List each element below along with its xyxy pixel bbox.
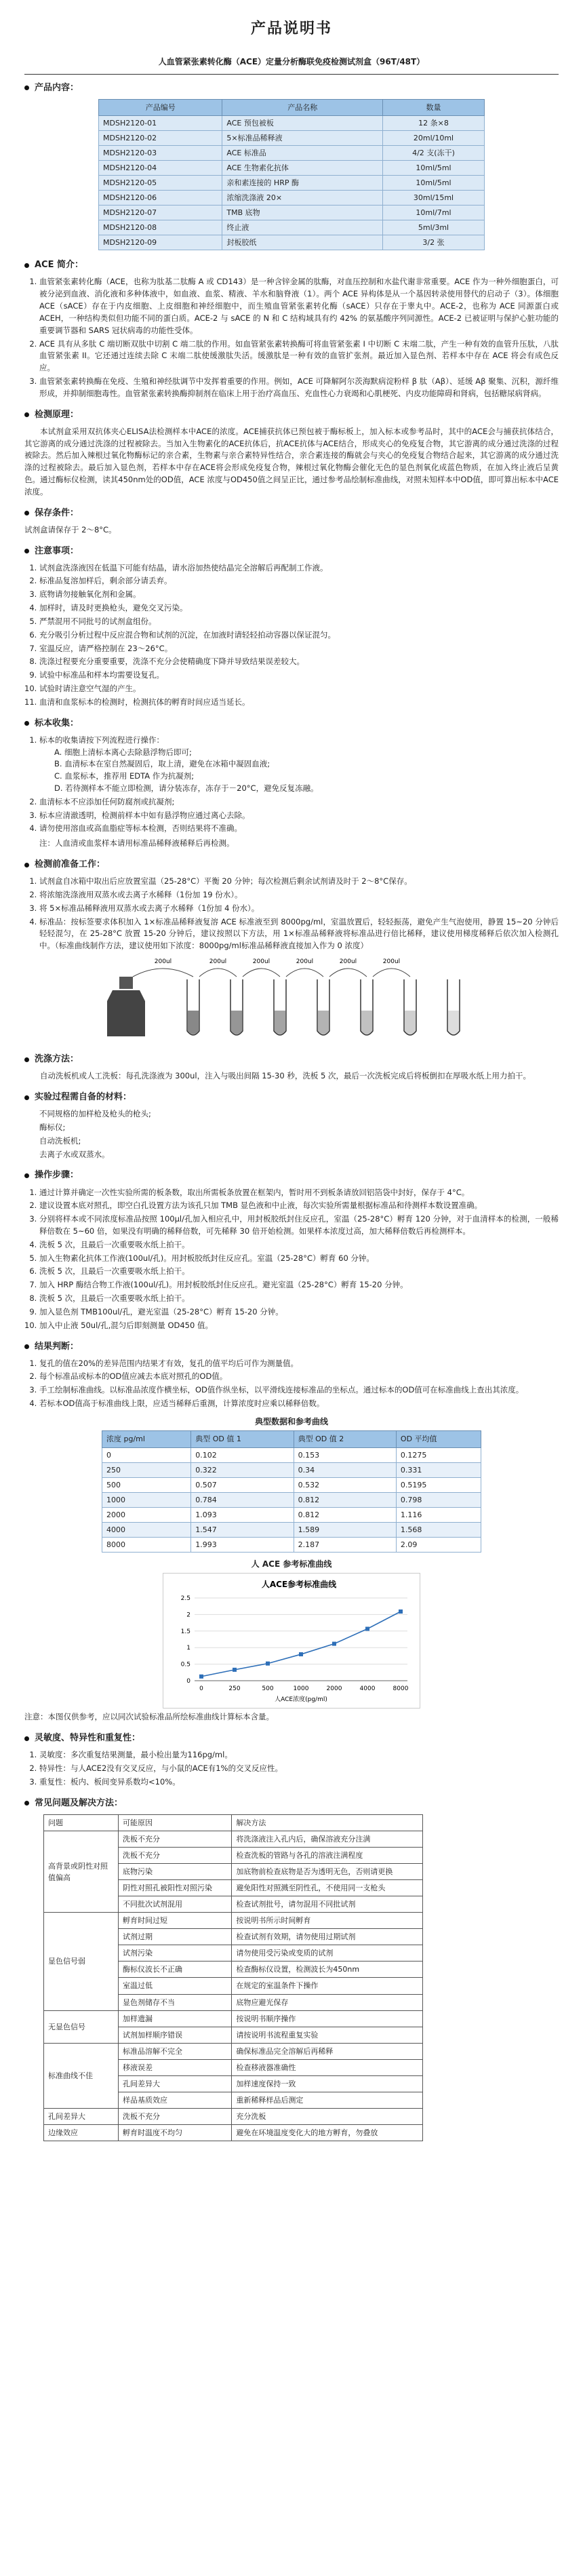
table-cell: 0.34: [294, 1462, 396, 1477]
table-header-cell: 浓度 pg/ml: [102, 1431, 191, 1447]
list-item: 3. 底物请勿接触氧化剂和金属。: [39, 589, 559, 601]
list-item: 7. 室温反应，请严格控制在 23～26°C。: [39, 643, 559, 655]
section-wash: [24, 1053, 559, 1082]
table-cell: MDSH2120-08: [99, 220, 222, 235]
table-cell: 封板胶纸: [222, 235, 383, 250]
bullet-icon: [24, 1736, 29, 1741]
data-point: [233, 1668, 237, 1672]
table-cell: 加样遗漏: [119, 2010, 232, 2027]
bullet-icon: [24, 85, 29, 90]
table-row: [99, 235, 485, 250]
list-item: 1. 通过计算并确定一次性实验所需的板条数，取出所需板条放置在框架内，暂时用不到板条请放回铝箔袋中封好，保存于 4°C。: [39, 1187, 559, 1199]
table-cell: 请勿使用受污染或变质的试剂: [232, 1945, 423, 1962]
table-cell: 0.798: [396, 1492, 481, 1507]
transfer-volume-label: 200ul: [296, 958, 314, 966]
table-cell: ACE 预包被板: [222, 115, 383, 130]
bullet-icon: [24, 863, 29, 867]
standard-curve-chart: [163, 1573, 420, 1709]
table-row: [102, 1522, 481, 1537]
table-cell: 0.322: [191, 1462, 294, 1477]
y-tick-label: 1: [186, 1645, 190, 1652]
tube-liquid: [318, 1011, 329, 1034]
table-cell: 5ml/3ml: [382, 220, 484, 235]
table-cell: 4/2 支(冻干): [382, 145, 484, 160]
table-row: [99, 115, 485, 130]
table-cell: 孵育时温度不均匀: [119, 2124, 232, 2141]
list-item: 1. 复孔的值在20%的差异范围内结果才有效，复孔的值平均后可作为测量值。: [39, 1358, 559, 1370]
table-cell: 阴性对照孔被阳性对照污染: [119, 1880, 232, 1896]
bullet-icon: [24, 1173, 29, 1178]
table-cell: 在规定的室温条件下操作: [232, 1978, 423, 1994]
steps-list: [24, 1187, 559, 1332]
table-cell: 1.589: [294, 1522, 396, 1537]
table-row: [44, 2043, 423, 2059]
table-cell: 3/2 张: [382, 235, 484, 250]
equip-item: 去离子水或双蒸水。: [39, 1149, 110, 1159]
table-header-cell: 产品名称: [222, 99, 383, 115]
list-item: 1. 试剂盒洗涤液因在低温下可能有结晶，请水浴加热使结晶完全溶解后再配制工作液。: [39, 562, 559, 574]
section-principle: [24, 408, 559, 499]
table-row: [99, 220, 485, 235]
table-cell: 0.1275: [396, 1447, 481, 1462]
table-cell: 1.093: [191, 1507, 294, 1522]
list-item: 2. 特异性：与人ACE2没有交叉反应，与小鼠的ACE有1%的交叉反应性。: [39, 1763, 559, 1775]
table-cell: MDSH2120-09: [99, 235, 222, 250]
table-cell: 终止液: [222, 220, 383, 235]
list-item: 8. 洗板 5 次，且最后一次重要吸水纸上拍干。: [39, 1293, 559, 1305]
table-cell: 1.993: [191, 1537, 294, 1552]
transfer-arrow: [286, 969, 323, 977]
dilution-svg: [24, 956, 559, 1045]
x-tick-label: 500: [262, 1685, 274, 1693]
table-cell: 试剂过期: [119, 1929, 232, 1945]
x-tick-label: 4000: [359, 1685, 376, 1693]
table-cell: 试剂污染: [119, 1945, 232, 1962]
table-cell: 洗板不充分: [119, 1848, 232, 1864]
transfer-arrow: [373, 969, 410, 977]
chart-note: 注意：本图仅供参考，应以同次试验标准品所绘标准曲线计算标本含量。: [24, 1712, 274, 1722]
list-item: 11. 血清和血浆标本的检测时，检测抗体的孵育时间应适当延长。: [39, 697, 559, 709]
table-row: [102, 1462, 481, 1477]
table-cell: MDSH2120-03: [99, 145, 222, 160]
tube-liquid: [188, 1011, 199, 1034]
bullet-icon: [24, 1095, 29, 1100]
table-row: [99, 145, 485, 160]
section-heading: 检测前准备工作：: [35, 859, 106, 870]
table-cell: 不同批次试剂混用: [119, 1896, 232, 1913]
transfer-arrow: [133, 969, 193, 977]
equip-item: 酶标仪;: [39, 1122, 66, 1132]
section-intro: [24, 258, 559, 399]
principle-text: 本试剂盒采用双抗体夹心ELISA法检测样本中ACE的浓度。ACE捕获抗体已预包被于酶标板上，加入标本或参考品时，其中的ACE会与捕获抗体结合，其它游离的成分通过洗涤的过程被除去。当加入生物素化的ACE抗体后，抗ACE抗体与ACE结合，形成夹心的免疫复合物，其它游离的成分通过洗涤的过程被除去。然后加入辣根过氧化物酶标记的亲合素，生物素与亲合素特异性结合，亲合素连接的酶就会与夹心的免疫复合物结合起来，其它游离的成分通过洗涤的过程被除去。最后加入显色剂，若样本中存在ACE将会形成免疫复合物，辣根过氧化物酶会催化无色的显色剂氧化成蓝色物质，在加入终止液后呈黄色。通过酶标仪检测，读其450nm处的OD值，ACE 浓度与OD450值之间呈正比，通过参考品绘制标准曲线，对照未知样本中OD值，即可算出标本中ACE浓度。: [24, 426, 559, 496]
list-item: 4. 标准品：按标签要求体积加入 1×标准品稀释液复溶 ACE 标准液至到 8000pg/ml，室温放置后，轻轻振荡，避免产生气泡使用，静置 15~20 分钟后轻轻混匀，在 25-28°C 放置 15-20 分钟后，建议按照以下方法，用 1×标准品稀释液将标准品进行倍比稀释，建议使用梯度稀释后依次加入检测孔中。（标准曲线制作方法，建议使用如下浓度：8000pg/ml标准品稀释液直接加入作为 0 浓度）: [39, 916, 559, 952]
table-header-cell: OD 平均值: [396, 1431, 481, 1447]
data-point: [299, 1653, 303, 1657]
table-cell: 洗板不充分: [119, 1831, 232, 1848]
bullet-icon: [24, 1057, 29, 1062]
list-item: 3. 将 5×标准品稀释液用双蒸水或去离子水稀释（1份加 4 份水）。: [39, 903, 559, 915]
table-cell: 30ml/15ml: [382, 191, 484, 206]
list-item: 2. 每个标准品或标本的OD值应减去本底对照孔的OD值。: [39, 1371, 559, 1383]
section-results: [24, 1340, 559, 1724]
table-cell: 底物应避光保存: [232, 1994, 423, 2010]
list-item: 4. 加样时，请及时更换枪头，避免交叉污染。: [39, 602, 559, 614]
table-cell: 将洗涤液注入孔内后，确保溶液充分注满: [232, 1831, 423, 1848]
list-item: 1. 试剂盒自冰箱中取出后应放置室温（25-28°C）平衡 20 分钟；每次检测后剩余试剂请及时于 2～8°C保存。: [39, 876, 559, 888]
list-item: 4. 洗板 5 次，且最后一次重要吸水纸上拍干。: [39, 1239, 559, 1251]
table-cell: 孔间差异大: [44, 2108, 119, 2124]
series-line: [201, 1612, 401, 1677]
table-cell: 0.102: [191, 1447, 294, 1462]
tube-liquid: [275, 1011, 285, 1034]
list-item: 1. 灵敏度：多次重复结果测量，最小检出量为116pg/ml。: [39, 1749, 559, 1761]
table-header-cell: 问题: [44, 1814, 119, 1831]
transfer-volume-label: 200ul: [209, 958, 227, 966]
table-cell: ACE 生物素化抗体: [222, 161, 383, 176]
storage-text: 试剂盒请保存于 2～8°C。: [24, 524, 117, 534]
typical-data-table: [102, 1430, 481, 1552]
list-item: [39, 735, 559, 795]
table-cell: 请按说明书流程重复实验: [232, 2027, 423, 2043]
y-tick-label: 2.5: [180, 1595, 190, 1603]
section-prep: [24, 858, 559, 1045]
table-cell: ACE 标准品: [222, 145, 383, 160]
table-cell: 2.09: [396, 1537, 481, 1552]
table-row: [102, 1492, 481, 1507]
list-item: 9. 试验中标准品和样本均需要设复孔。: [39, 669, 559, 682]
table-cell: 移液误差: [119, 2059, 232, 2075]
section-components: [24, 81, 559, 251]
table-header-cell: 数量: [382, 99, 484, 115]
sample-subitem: D. 若待测样本不能立即检测，请分装冻存，冻存于－20°C，避免反复冻融。: [54, 783, 319, 793]
bullet-icon: [24, 721, 29, 726]
table-cell: 0.812: [294, 1507, 396, 1522]
data-table-caption: 典型数据和参考曲线: [254, 1416, 328, 1426]
section-heading: 产品内容：: [35, 82, 79, 93]
equip-intro: 不同规格的加样枪及枪头的枪头;: [39, 1109, 151, 1119]
equip-item: 自动洗板机;: [39, 1135, 81, 1146]
list-item: 4. 请勿使用溶血或高血脂症等标本检测，否则结果将不准确。: [39, 823, 559, 835]
section-heading: 保存条件：: [35, 507, 79, 518]
table-header-cell: 可能原因: [119, 1814, 232, 1831]
table-row: [44, 2010, 423, 2027]
notes-list: [24, 562, 559, 709]
section-heading: 结果判断：: [35, 1341, 79, 1352]
bullet-icon: [24, 549, 29, 553]
y-tick-label: 0: [186, 1678, 190, 1685]
table-cell: 检查试剂批号，请勿混用不同批试剂: [232, 1896, 423, 1913]
table-row: [102, 1507, 481, 1522]
results-list: [24, 1358, 559, 1410]
section-heading: 操作步骤：: [35, 1170, 79, 1181]
table-cell: 0.507: [191, 1477, 294, 1492]
section-heading: 实验过程需自备的材料：: [35, 1092, 132, 1103]
list-item: 2. 标准品复溶加样后，剩余部分请丢弃。: [39, 575, 559, 587]
table-row: [102, 1447, 481, 1462]
table-row: [99, 206, 485, 220]
section-heading: 注意事项：: [35, 545, 79, 556]
list-item: 2. 血清标本不应添加任何防腐剂或抗凝剂;: [39, 796, 559, 808]
table-cell: 无显色信号: [44, 2010, 119, 2043]
table-cell: 8000: [102, 1537, 191, 1552]
table-header-cell: 典型 OD 值 1: [191, 1431, 294, 1447]
table-cell: 高背景或阴性对照值偏高: [44, 1831, 119, 1913]
section-heading: 灵敏度、特异性和重复性：: [35, 1733, 141, 1744]
transfer-arrow: [243, 969, 280, 977]
section-heading: 检测原理：: [35, 409, 79, 420]
table-cell: 样品基质效应: [119, 2092, 232, 2108]
table-cell: 边缘效应: [44, 2124, 119, 2141]
table-cell: 5×标准品稀释液: [222, 130, 383, 145]
transfer-volume-label: 200ul: [339, 958, 357, 966]
list-item: 3. 标本应清澈透明，检测前样本中如有悬浮物应通过离心去除。: [39, 810, 559, 822]
list-item: 2. 建议设置本底对照孔，即空白孔设置方法为该孔只加 TMB 显色液和中止液，每次实验所需量根据标准品和待测样本数设置准确。: [39, 1200, 559, 1212]
table-cell: 500: [102, 1477, 191, 1492]
table-cell: 检查移液器准确性: [232, 2059, 423, 2075]
sample-list: [24, 735, 559, 836]
table-cell: 浓缩洗涤液 20×: [222, 191, 383, 206]
table-cell: 0.153: [294, 1447, 396, 1462]
bullet-icon: [24, 511, 29, 515]
chart-caption: 人 ACE 参考标准曲线: [251, 1559, 332, 1569]
bullet-icon: [24, 1801, 29, 1806]
doc-title: 产品说明书: [250, 20, 332, 37]
chart-svg: [163, 1574, 420, 1708]
bottle-icon: [107, 977, 145, 1036]
components-table: [98, 99, 485, 250]
table-cell: 重新稀释样品后测定: [232, 2092, 423, 2108]
section-sample: [24, 717, 559, 850]
bullet-icon: [24, 263, 29, 268]
list-item: 3. 重复性：板内、板间变异系数均<10%。: [39, 1776, 559, 1789]
table-header-cell: 产品编号: [99, 99, 222, 115]
table-cell: 避免阳性对照溅至阴性孔，不使用同一支枪头: [232, 1880, 423, 1896]
perf-list: [24, 1749, 559, 1788]
section-steps: [24, 1169, 559, 1331]
table-cell: 1.568: [396, 1522, 481, 1537]
tube-liquid: [405, 1011, 416, 1034]
tube-liquid: [448, 1011, 459, 1034]
list-item: 1. 血管紧张素转化酶（ACE，也称为肽基二肽酶 A 或 CD143）是一种含锌金属的肽酶，对血压控制和水盐代谢非常重要。ACE 作为一种外细胞蛋白，可被分泌到血液、消化液和多种体液中，如血液、血浆、精液、羊水和脑脊液（1）。两个 ACE 异构体是从一个基因转录使用替代的启动子（3）。体细胞 ACE（sACE）存在于内皮细胞、上皮细胞和神经细胞中，而生殖血管紧张素转化酶（sACE）只存在于睾丸中。ACE-2，也称为 ACE 同源蛋白或 ACEH，一种结构类似但功能不同的蛋白质。ACE-2 与 sACE 的 N 和 C 结构域具有约 42% 的氨基酸序列同源性。ACE-2 已被证明与保护心脏功能的重要调节器和 SARS 冠状病毒的功能性受体。: [39, 276, 559, 336]
table-cell: MDSH2120-07: [99, 206, 222, 220]
list-item: 8. 洗涤过程要充分重要重要，洗涤不充分会使精确度下降并导致结果误差较大。: [39, 656, 559, 668]
data-point: [266, 1662, 270, 1666]
divider: [24, 74, 559, 75]
table-cell: 充分洗板: [232, 2108, 423, 2124]
list-item: 3. 手工绘制标准曲线。以标准品浓度作横坐标，OD值作纵坐标，以平滑线连接标准品的坐标点。通过标本的OD值可在标准曲线上查出其浓度。: [39, 1384, 559, 1397]
table-cell: 2.187: [294, 1537, 396, 1552]
sample-subitem: C. 血浆标本，推荐用 EDTA 作为抗凝剂;: [54, 771, 195, 781]
table-cell: 250: [102, 1462, 191, 1477]
x-tick-label: 1000: [293, 1685, 309, 1693]
section-faq: [24, 1797, 559, 2141]
sample-note: 注：人血清或血浆样本请用标准品稀释液稀释后再检测。: [39, 838, 235, 848]
x-tick-label: 8000: [393, 1685, 409, 1693]
list-item: 6. 充分吸引分析过程中反应混合物和试剂的沉淀，在加液时请轻轻拍动容器以保证混匀。: [39, 629, 559, 642]
intro-list: [24, 276, 559, 399]
list-item: 5. 加入生物素化抗体工作液(100ul/孔)。用封板胶纸封住反应孔。室温（25-28°C）孵育 60 分钟。: [39, 1253, 559, 1265]
list-item: 4. 若标本OD值高于标准曲线上限，应适当稀释后重测，计算浓度时应乘以稀释倍数。: [39, 1398, 559, 1410]
table-cell: 0.784: [191, 1492, 294, 1507]
table-cell: MDSH2120-05: [99, 176, 222, 191]
table-cell: 加样速度保持一致: [232, 2075, 423, 2092]
table-cell: 亲和素连接的 HRP 酶: [222, 176, 383, 191]
table-row: [102, 1477, 481, 1492]
table-cell: 按说明书顺序操作: [232, 2010, 423, 2027]
section-storage: [24, 507, 559, 536]
table-cell: MDSH2120-02: [99, 130, 222, 145]
table-cell: MDSH2120-01: [99, 115, 222, 130]
section-heading: ACE 简介：: [35, 260, 84, 271]
table-cell: 1.116: [396, 1507, 481, 1522]
table-cell: 1000: [102, 1492, 191, 1507]
table-cell: 0.812: [294, 1492, 396, 1507]
table-cell: 标准曲线不佳: [44, 2043, 119, 2108]
table-row: [102, 1537, 481, 1552]
transfer-arrow: [199, 969, 237, 977]
data-point: [365, 1627, 369, 1631]
table-cell: 检查洗板的管路与各孔的溶液注满程度: [232, 1848, 423, 1864]
table-cell: 孵育时间过短: [119, 1913, 232, 1929]
table-cell: 加底物前检查底物是否为透明无色，否则请更换: [232, 1864, 423, 1880]
table-row: [99, 161, 485, 176]
table-header-cell: 典型 OD 值 2: [294, 1431, 396, 1447]
bullet-icon: [24, 412, 29, 417]
table-cell: 10ml/5ml: [382, 176, 484, 191]
list-item: 10. 试验时请注意空气湿的产生。: [39, 683, 559, 695]
list-item: 9. 加入显色剂 TMB100ul/孔，避光室温（25-28°C）孵育 15-20 分钟。: [39, 1306, 559, 1319]
sample-subitem: A. 细胞上清标本离心去除悬浮物后即可;: [54, 747, 192, 757]
table-cell: 确保标准品完全溶解后再稀释: [232, 2043, 423, 2059]
section-equipment: [24, 1091, 559, 1160]
table-cell: 12 条×8: [382, 115, 484, 130]
transfer-volume-label: 200ul: [252, 958, 270, 966]
table-row: [99, 191, 485, 206]
table-cell: 底物污染: [119, 1864, 232, 1880]
doc-subtitle: 人血管紧张素转化酶（ACE）定量分析酶联免疫检测试剂盒（96T/48T）: [158, 57, 425, 67]
tube-liquid: [361, 1011, 372, 1034]
table-cell: 酶标仪波长不正确: [119, 1962, 232, 1978]
table-cell: 10ml/5ml: [382, 161, 484, 176]
dilution-diagram: [24, 956, 559, 1045]
table-cell: 0.5195: [396, 1477, 481, 1492]
table-row: [44, 1913, 423, 1929]
table-cell: 检查试剂有效期，请勿使用过期试剂: [232, 1929, 423, 1945]
table-row: [99, 176, 485, 191]
section-heading: 标本收集：: [35, 718, 79, 728]
table-cell: 试剂加样顺序错误: [119, 2027, 232, 2043]
table-cell: 2000: [102, 1507, 191, 1522]
list-item: 2. 将浓缩洗涤液用双蒸水或去离子水稀释（1份加 19 份水）。: [39, 889, 559, 901]
data-point: [199, 1675, 203, 1679]
table-cell: 按说明书所示时间孵育: [232, 1913, 423, 1929]
table-header-cell: 解决方法: [232, 1814, 423, 1831]
sample-intro: 标本的收集请按下列流程进行操作：: [39, 735, 164, 745]
data-point: [332, 1642, 336, 1646]
list-item: 6. 洗板 5 次，且最后一次重要吸水纸上拍干。: [39, 1266, 559, 1278]
section-notes: [24, 545, 559, 709]
table-cell: 显色剂储存不当: [119, 1994, 232, 2010]
chart-title: 人ACE参考标准曲线: [261, 1580, 337, 1590]
list-item: 5. 严禁混用不同批号的试剂盒组份。: [39, 616, 559, 628]
table-cell: 避免在环境温度变化大的地方孵育，勿叠放: [232, 2124, 423, 2141]
y-tick-label: 1.5: [180, 1628, 190, 1636]
table-cell: 室温过低: [119, 1978, 232, 1994]
table-cell: 1.547: [191, 1522, 294, 1537]
x-axis-label: 人ACE浓度(pg/ml): [275, 1696, 327, 1704]
list-item: 3. 血管紧张素转换酶在免疫、生殖和神经肽调节中发挥着重要的作用。例如，ACE 可降解阿尔茨海默病淀粉样 β 肽（Aβ）、延缓 Aβ 聚集、沉积，源纤维形成，并抑制细胞毒性。血管紧张素转换酶抑制剂在临床上用于治疗高血压、充血性心力衰竭和心肌梗死、内皮功能障碍和肾病，包括糖尿病肾病。: [39, 376, 559, 400]
wash-text: 自动洗板机或人工洗板：每孔洗涤液为 300ul，注入与吸出间隔 15-30 秒，洗板 5 次，最后一次洗板完成后将板倒扣在厚吸水纸上用力拍干。: [40, 1071, 531, 1081]
prep-list: [24, 876, 559, 952]
table-row: [44, 2124, 423, 2141]
table-cell: TMB 底物: [222, 206, 383, 220]
table-cell: 10ml/7ml: [382, 206, 484, 220]
table-cell: 检查酶标仪设置，检测波长为450nm: [232, 1962, 423, 1978]
data-point: [399, 1609, 403, 1614]
section-performance: [24, 1732, 559, 1789]
list-item: 2. ACE 具有从多肽 C 端切断双肽中切割 C 端二肽的作用。如血管紧张素转换酶可将血管紧张素 I 中切断 C 末端二肽，产生一种有效的血管升压肽，八肽血管紧张素 II。它还通过连续去除 C 末端二肽使缓激肽失活。缓激肽是一种有效的血管扩张剂。最近加入显色剂、若样本中存在 ACE 将会有成色反应。: [39, 338, 559, 374]
transfer-volume-label: 200ul: [154, 958, 172, 966]
table-cell: MDSH2120-06: [99, 191, 222, 206]
x-tick-label: 250: [228, 1685, 241, 1693]
list-item: 10. 加入中止液 50ul/孔,混匀后即刻测量 OD450 值。: [39, 1320, 559, 1332]
transfer-arrow: [329, 969, 367, 977]
table-row: [44, 1831, 423, 1848]
table-cell: 0.331: [396, 1462, 481, 1477]
y-tick-label: 2: [186, 1612, 190, 1619]
table-cell: 标准品溶解不完全: [119, 2043, 232, 2059]
x-tick-label: 0: [199, 1685, 203, 1693]
transfer-volume-label: 200ul: [382, 958, 401, 966]
section-heading: 常见问题及解决方法：: [35, 1797, 123, 1808]
section-heading: 洗涤方法：: [35, 1054, 79, 1065]
table-cell: 0: [102, 1447, 191, 1462]
bullet-icon: [24, 1344, 29, 1349]
table-cell: 4000: [102, 1522, 191, 1537]
list-item: 3. 分别将样本或不同浓度标准品按照 100μl/孔加入相应孔中，用封板胶纸封住反应孔，室温（25-28°C）孵育 120 分钟，对于血清样本的检测，一般稀释倍数在 5~60 倍，如果没有明确的稀释倍数，可先稀释 30 倍开始检测。如果样本浓度过高，加大稀释倍数后再检测样本。: [39, 1213, 559, 1238]
table-cell: MDSH2120-04: [99, 161, 222, 176]
table-cell: 0.532: [294, 1477, 396, 1492]
table-cell: 洗板不充分: [119, 2108, 232, 2124]
sample-subitem: B. 血清标本在室自然凝固后，取上清，避免在冰箱中凝固血液;: [54, 759, 270, 769]
table-row: [44, 2108, 423, 2124]
tube-liquid: [231, 1011, 242, 1034]
y-tick-label: 0.5: [180, 1662, 190, 1669]
x-tick-label: 2000: [326, 1685, 342, 1693]
table-cell: 孔间差异大: [119, 2075, 232, 2092]
table-row: [99, 130, 485, 145]
list-item: 7. 加入 HRP 酶结合物工作液(100ul/孔)。用封板胶纸封住反应孔。避光室温（25-28°C）孵育 15-20 分钟。: [39, 1279, 559, 1291]
table-cell: 显色信号弱: [44, 1913, 119, 2010]
faq-table: [43, 1814, 423, 2141]
table-cell: 20ml/10ml: [382, 130, 484, 145]
